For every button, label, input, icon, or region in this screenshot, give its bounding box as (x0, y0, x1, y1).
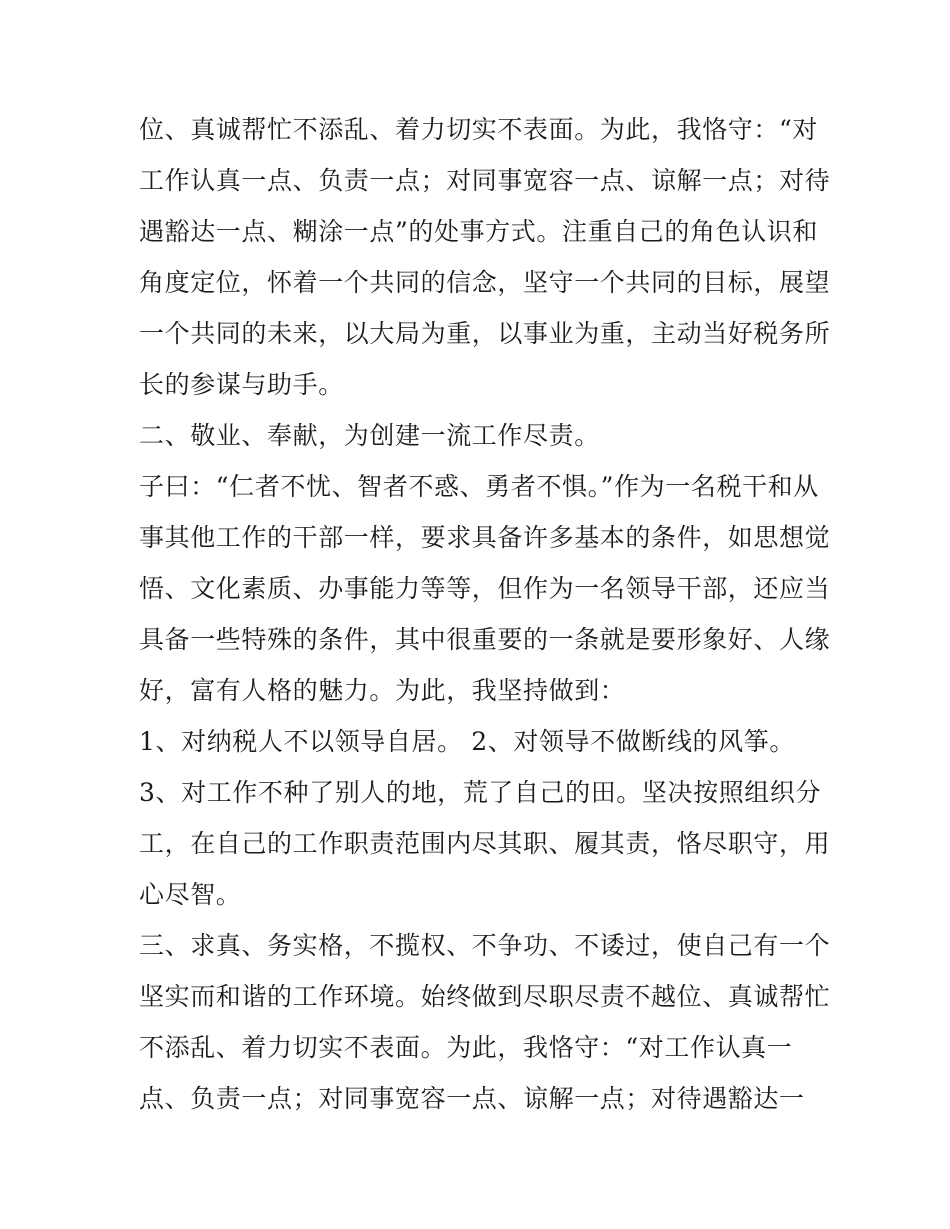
text-line: 事其他工作的干部一样，要求具备许多基本的条件，如思想觉 (139, 523, 831, 552)
text-line: 子曰：“仁者不忧、智者不惑、勇者不惧。”作为一名税干和从 (139, 472, 819, 501)
text-line: 位、真诚帮忙不添乱、着力切实不表面。为此，我恪守：“对 (139, 115, 818, 144)
text-line: 心尽智。 (139, 880, 242, 909)
text-line: 不添乱、着力切实不表面。为此，我恪守：“对工作认真一 (139, 1033, 793, 1062)
text-line: 长的参谋与助手。 (139, 370, 344, 399)
text-line: 遇豁达一点、糊涂一点”的处事方式。注重自己的角色认识和 (139, 217, 818, 246)
text-line: 好，富有人格的魅力。为此，我坚持做到： (139, 676, 626, 705)
text-line: 一个共同的未来，以大局为重，以事业为重，主动当好税务所 (139, 319, 831, 348)
text-line: 悟、文化素质、办事能力等等，但作为一名领导干部，还应当 (139, 574, 831, 603)
list-item: 1、对纳税人不以领导自居。 2、对领导不做断线的风筝。 (139, 727, 795, 756)
section-heading: 三、求真、务实格，不揽权、不争功、不诿过，使自己有一个 (139, 931, 831, 960)
list-item: 3、对工作不种了别人的地，荒了自己的田。坚决按照组织分 (139, 778, 822, 807)
text-line: 具备一些特殊的条件，其中很重要的一条就是要形象好、人缘 (139, 625, 831, 654)
section-heading: 二、敬业、奉献，为创建一流工作尽责。 (139, 421, 600, 450)
text-line: 角度定位，怀着一个共同的信念，坚守一个共同的目标，展望 (139, 268, 831, 297)
text-line: 点、负责一点；对同事宽容一点、谅解一点；对待遇豁达一 (139, 1084, 805, 1113)
text-line: 工，在自己的工作职责范围内尽其职、履其责，恪尽职守，用 (139, 829, 831, 858)
text-line: 坚实而和谐的工作环境。始终做到尽职尽责不越位、真诚帮忙 (139, 982, 831, 1011)
text-line: 工作认真一点、负责一点；对同事宽容一点、谅解一点；对待 (139, 166, 831, 195)
